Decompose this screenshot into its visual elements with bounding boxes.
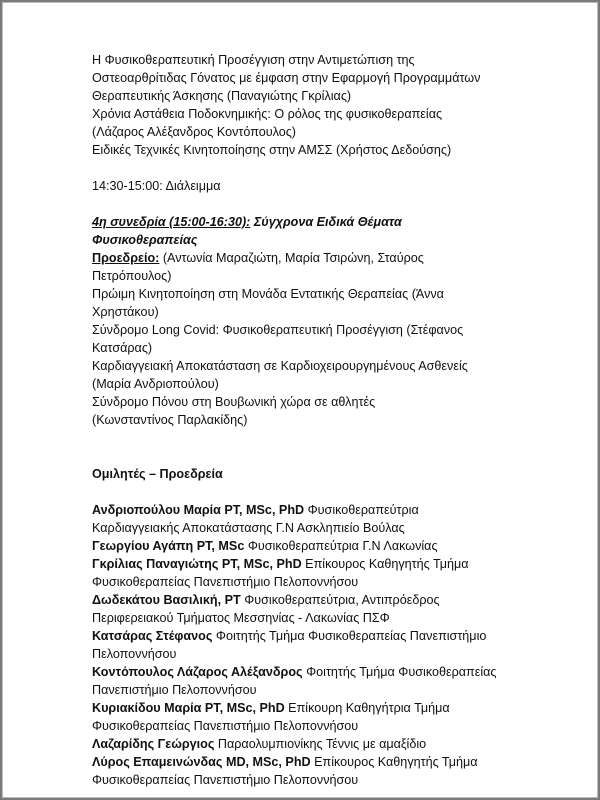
talk-line: (Λάζαρος Αλέξανδρος Κοντόπουλος) [92, 125, 296, 139]
speaker-name: Ανδριοπούλου Μαρία PT, MSc, PhD [92, 503, 305, 517]
session-talk: Χρηστάκου) [92, 305, 159, 319]
speaker-entry [92, 735, 510, 753]
talk-line: Ειδικές Τεχνικές Κινητοποίησης στην ΑΜΣΣ (Χρήστος Δεδούσης) [92, 143, 452, 157]
speaker-entry [92, 699, 510, 735]
speaker-affiliation-line2: Φυσικοθεραπείας Πανεπιστήμιο Πελοποννήσου [92, 719, 359, 733]
speaker-entry [92, 753, 510, 789]
session-talk: Καρδιαγγειακή Αποκατάσταση σε Καρδιοχειρουργημένους Ασθενείς [92, 359, 468, 373]
speakers-list [92, 501, 510, 789]
speaker-affiliation: Φοιτητής Τμήμα Φυσικοθεραπείας [302, 665, 497, 679]
speaker-affiliation: Φοιτητής Τμήμα Φυσικοθεραπείας Πανεπιστήμιο [212, 629, 487, 643]
session-title-text: Σύγχρονα Ειδικά Θέματα [250, 215, 402, 229]
speaker-entry [92, 591, 510, 627]
talk-line: Η Φυσικοθεραπευτική Προσέγγιση στην Αντιμετώπιση της [92, 53, 415, 67]
session-talk: Κατσάρας) [92, 341, 153, 355]
break-line: 14:30-15:00: Διάλειμμα [92, 179, 221, 193]
talks-list-top [92, 51, 510, 159]
speaker-affiliation-line2: Φυσικοθεραπείας Πανεπιστήμιο Πελοποννήσου [92, 575, 359, 589]
speaker-entry [92, 627, 510, 663]
session-title-line2: Φυσικοθεραπείας [92, 233, 198, 247]
speaker-name: Κοντόπουλος Λάζαρος Αλέξανδρος [92, 665, 303, 679]
document-content [92, 51, 510, 789]
speaker-name: Λαζαρίδης Γεώργιος [92, 737, 215, 751]
talk-line: Θεραπευτικής Άσκησης (Παναγιώτης Γκρίλιας) [92, 89, 352, 103]
session-talk: (Κωνσταντίνος Παρλακίδης) [92, 413, 248, 427]
speaker-affiliation-line2: Καρδιαγγειακής Αποκατάστασης Γ.Ν Ασκληπιείο Βούλας [92, 521, 405, 535]
session-title [92, 213, 510, 231]
speakers-heading: Ομιλητές – Προεδρεία [92, 467, 223, 481]
speaker-name: Γεωργίου Αγάπη PT, MSc [92, 539, 245, 553]
speaker-affiliation-line2: Πελοποννήσου [92, 647, 177, 661]
speaker-affiliation: Φυσικοθεραπεύτρια Γ.Ν Λακωνίας [244, 539, 438, 553]
session-talk: Πρώιμη Κινητοποίηση στη Μονάδα Εντατικής Θεραπείας (Άννα [92, 287, 444, 301]
session-chairs [92, 249, 510, 267]
speaker-name: Κυριακίδου Μαρία PT, MSc, PhD [92, 701, 285, 715]
speaker-entry [92, 537, 510, 555]
speaker-entry [92, 663, 510, 699]
speaker-affiliation: Φυσικοθεραπεύτρια [304, 503, 419, 517]
chairs-label: Προεδρείο: [92, 251, 160, 265]
speaker-affiliation-line2: Φυσικοθεραπείας Πανεπιστήμιο Πελοποννήσου [92, 773, 359, 787]
session-talk: (Μαρία Ανδριοπούλου) [92, 377, 219, 391]
session-label: 4η συνεδρία (15:00-16:30): [92, 215, 251, 229]
speaker-name: Κατσάρας Στέφανος [92, 629, 213, 643]
chairs-names: (Αντωνία Μαραζιώτη, Μαρία Τσιρώνη, Σταύρος [159, 251, 424, 265]
speaker-affiliation-line2: Πανεπιστήμιο Πελοποννήσου [92, 683, 257, 697]
speaker-affiliation: Επίκουρος Καθηγητής Τμήμα [301, 557, 469, 571]
speaker-name: Γκρίλιας Παναγιώτης PT, MSc, PhD [92, 557, 302, 571]
session-4 [92, 213, 510, 429]
speaker-affiliation: Παραολυμπιονίκης Τέννις με αμαξίδιο [214, 737, 427, 751]
speaker-affiliation: Επίκουρος Καθηγητής Τμήμα [310, 755, 478, 769]
chairs-names-line2: Πετρόπουλος) [92, 269, 172, 283]
speaker-affiliation: Φυσικοθεραπεύτρια, Αντιπρόεδρος [240, 593, 440, 607]
talk-line: Χρόνια Αστάθεια Ποδοκνημικής: Ο ρόλος της φυσικοθεραπείας [92, 107, 443, 121]
session-talk: Σύνδρομο Πόνου στη Βουβωνική χώρα σε αθλητές [92, 395, 376, 409]
speaker-affiliation: Επίκουρη Καθηγήτρια Τμήμα [284, 701, 450, 715]
talk-line: Οστεοαρθρίτιδας Γόνατος με έμφαση στην Εφαρμογή Προγραμμάτων [92, 71, 481, 85]
speaker-affiliation-line2: Περιφερειακού Τμήματος Μεσσηνίας - Λακωνίας ΠΣΦ [92, 611, 390, 625]
speaker-entry [92, 501, 510, 537]
session-talk: Σύνδρομο Long Covid: Φυσικοθεραπευτική Προσέγγιση (Στέφανος [92, 323, 464, 337]
speaker-name: Λύρος Επαμεινώνδας MD, MSc, PhD [92, 755, 311, 769]
speaker-name: Δωδεκάτου Βασιλική, PT [92, 593, 241, 607]
speaker-entry [92, 555, 510, 591]
